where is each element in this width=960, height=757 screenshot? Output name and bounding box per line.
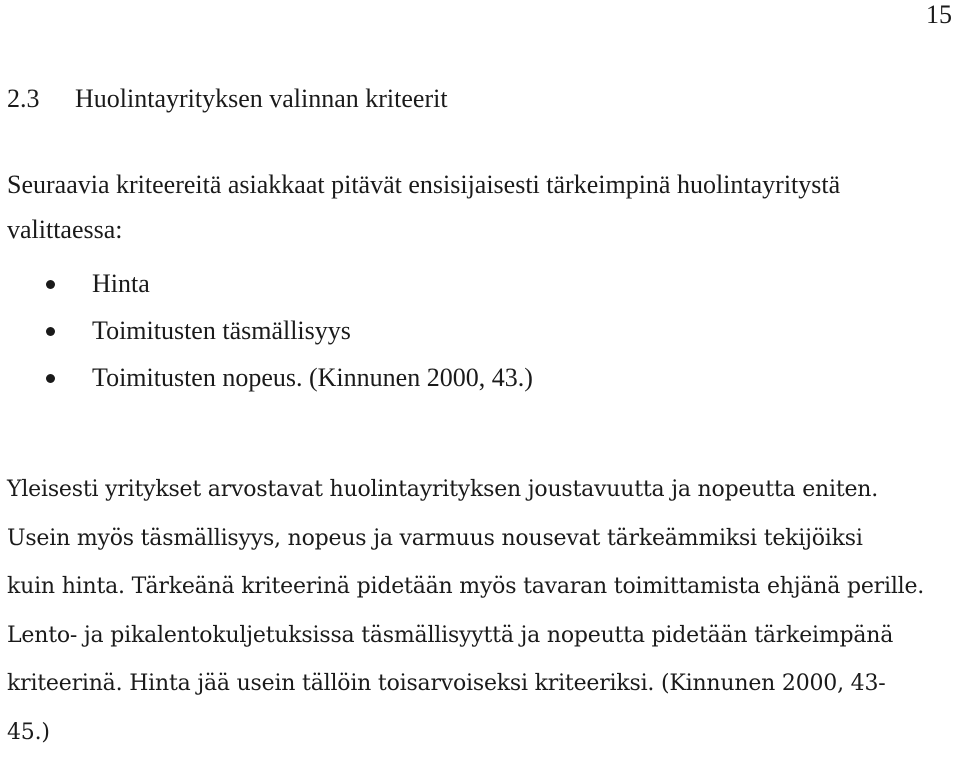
body-line: Usein myös täsmällisyys, nopeus ja varmuus nousevat tärkeämmiksi tekijöiksi — [7, 515, 957, 564]
body-line: Yleisesti yritykset arvostavat huolintayrityksen joustavuutta ja nopeutta eniten. — [7, 466, 957, 515]
body-paragraph — [7, 466, 957, 757]
list-item-text: Toimitusten nopeus. (Kinnunen 2000, 43.) — [92, 363, 533, 392]
list-item — [0, 358, 533, 405]
list-item-text: Toimitusten täsmällisyys — [92, 316, 351, 345]
body-line: Lento- ja pikalentokuljetuksissa täsmällisyyttä ja nopeutta pidetään tärkeimpänä — [7, 612, 957, 661]
section-number: 2.3 — [7, 80, 75, 118]
bullet-icon — [46, 280, 55, 289]
intro-line: valittaessa: — [7, 207, 957, 252]
section-title: Huolintayrityksen valinnan kriteerit — [75, 84, 448, 113]
body-line: kuin hinta. Tärkeänä kriteerinä pidetään myös tavaran toimittamista ehjänä perille. — [7, 563, 957, 612]
section-heading — [7, 80, 448, 118]
intro-line: Seuraavia kriteereitä asiakkaat pitävät ensisijaisesti tärkeimpinä huolintayritystä — [7, 162, 957, 207]
page-number: 15 — [926, 0, 952, 32]
criteria-list — [0, 264, 533, 405]
list-item — [0, 264, 533, 311]
bullet-icon — [46, 327, 55, 336]
intro-paragraph — [7, 162, 957, 252]
bullet-icon — [46, 374, 55, 383]
list-item-text: Hinta — [92, 269, 150, 298]
body-line: kriteerinä. Hinta jää usein tällöin toisarvoiseksi kriteeriksi. (Kinnunen 2000, 43- — [7, 660, 957, 709]
list-item — [0, 311, 533, 358]
body-line: 45.) — [7, 709, 957, 757]
